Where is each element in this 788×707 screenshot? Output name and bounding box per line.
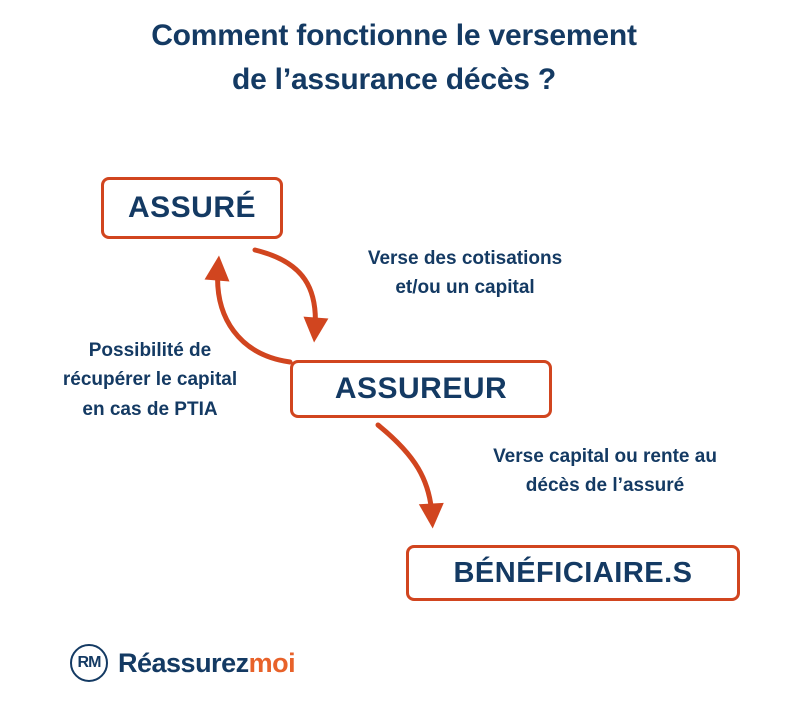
- logo-wordmark-main: Réassurez: [118, 647, 249, 678]
- logo-wordmark-accent: moi: [248, 647, 296, 678]
- arrow-assureur-to-beneficiaires: [378, 425, 432, 516]
- label-capital-rente-line-1: Verse capital ou rente au: [493, 446, 717, 467]
- node-beneficiaires[interactable]: [406, 545, 740, 601]
- label-cotisations-line-1: Verse des cotisations: [367, 248, 563, 269]
- page-title-line-2: de l’assurance décès ?: [231, 62, 557, 96]
- node-assureur[interactable]: [290, 360, 552, 418]
- label-cotisations: [315, 244, 615, 303]
- page-title: [0, 14, 788, 101]
- label-ptia-line-2: récupérer le capital: [62, 369, 238, 391]
- brand-logo[interactable]: [70, 644, 295, 682]
- node-assureur-label: ASSUREUR: [334, 372, 508, 405]
- label-ptia-line-1: Possibilité de: [88, 340, 212, 361]
- node-beneficiaires-label: BÉNÉFICIAIRE.S: [453, 556, 693, 589]
- label-ptia-line-3: en cas de PTIA: [82, 398, 218, 420]
- label-capital-rente-line-2: décès de l’assuré: [525, 475, 685, 497]
- arrow-assure-to-assureur: [255, 250, 315, 330]
- label-cotisations-line-2: et/ou un capital: [395, 277, 535, 299]
- page-title-line-1: Comment fonctionne le versement: [151, 19, 637, 52]
- node-assure-label: ASSURÉ: [127, 191, 257, 224]
- node-assure[interactable]: [101, 177, 283, 239]
- logo-monogram-icon: RM: [70, 644, 108, 682]
- logo-wordmark: [118, 648, 295, 679]
- label-capital-rente: [430, 442, 780, 501]
- label-ptia: [20, 336, 280, 424]
